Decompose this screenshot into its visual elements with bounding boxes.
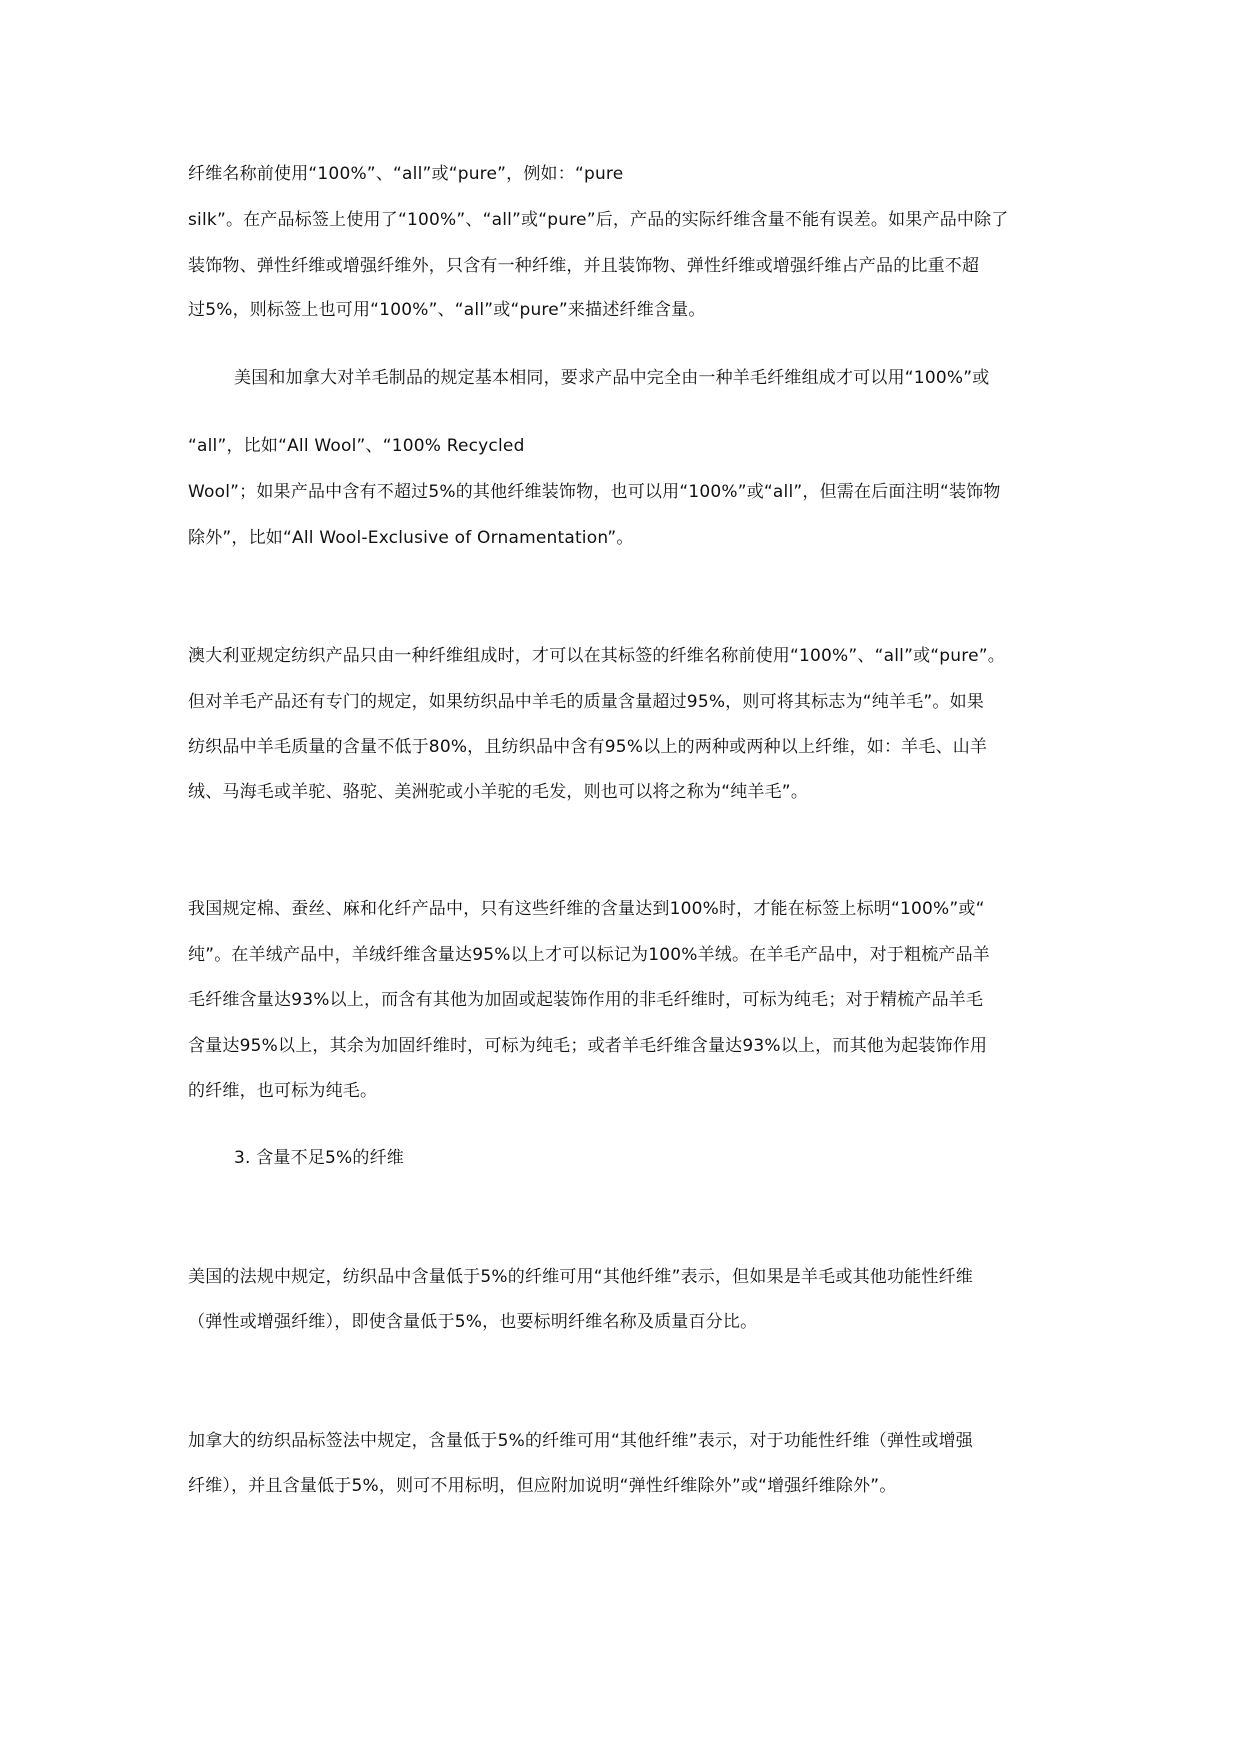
text-line: silk”。在产品标签上使用了“100%”、“all”或“pure”后，产品的实际纤维含量不能有误差。如果产品中除了 [188,210,1009,230]
text-line: 含量达95%以上，其余为加固纤维时，可标为纯毛；或者羊毛纤维含量达93%以上，而其他为起装饰作用 [188,1036,988,1056]
text-line: 纺织品中羊毛质量的含量不低于80%，且纺织品中含有95%以上的两种或两种以上纤维，如：羊毛、山羊 [188,737,988,757]
text-line: 装饰物、弹性纤维或增强纤维外，只含有一种纤维，并且装饰物、弹性纤维或增强纤维占产品的比重不超 [188,256,980,276]
text-line: 毛纤维含量达93%以上，而含有其他为加固或起装饰作用的非毛纤维时，可标为纯毛；对于精梳产品羊毛 [188,990,984,1010]
text-line: 除外”，比如“All Wool-Exclusive of Ornamentation”。 [188,528,634,548]
text-line: 美国的法规中规定，纺织品中含量低于5%的纤维可用“其他纤维”表示，但如果是羊毛或其他功能性纤维 [188,1267,973,1287]
text-line: 澳大利亚规定纺织产品只由一种纤维组成时，才可以在其标签的纤维名称前使用“100%”、“all”或“pure”。 [188,646,1005,666]
text-line: 纯”。在羊绒产品中，羊绒纤维含量达95%以上才可以标记为100%羊绒。在羊毛产品中，对于粗梳产品羊 [188,945,990,965]
text-line: 加拿大的纺织品标签法中规定，含量低于5%的纤维可用“其他纤维”表示，对于功能性纤维（弹性或增强 [188,1431,973,1451]
text-line: 绒、马海毛或羊驼、骆驼、美洲驼或小羊驼的毛发，则也可以将之称为“纯羊毛”。 [188,782,809,802]
text-line: 的纤维，也可标为纯毛。 [188,1081,378,1101]
text-line: 美国和加拿大对羊毛制品的规定基本相同，要求产品中完全由一种羊毛纤维组成才可以用“100%”或 [234,368,990,388]
text-line: 我国规定棉、蚕丝、麻和化纤产品中，只有这些纤维的含量达到100%时，才能在标签上标明“100%”或“ [188,899,985,919]
text-line: （弹性或增强纤维），即使含量低于5%，也要标明纤维名称及质量百分比。 [188,1312,758,1332]
text-line: 纤维），并且含量低于5%，则可不用标明，但应附加说明“弹性纤维除外”或“增强纤维除外”。 [188,1476,897,1496]
text-line: 过5%，则标签上也可用“100%”、“all”或“pure”来描述纤维含量。 [188,300,706,320]
text-line: 纤维名称前使用“100%”、“all”或“pure”，例如：“pure [188,164,624,184]
text-line: “all”，比如“All Wool”、“100% Recycled [188,436,525,456]
text-line: 但对羊毛产品还有专门的规定，如果纺织品中羊毛的质量含量超过95%，则可将其标志为“纯羊毛”。如果 [188,692,984,712]
section-heading: 3. 含量不足5%的纤维 [234,1148,404,1168]
text-line: Wool”；如果产品中含有不超过5%的其他纤维装饰物，也可以用“100%”或“all”，但需在后面注明“装饰物 [188,482,1001,502]
